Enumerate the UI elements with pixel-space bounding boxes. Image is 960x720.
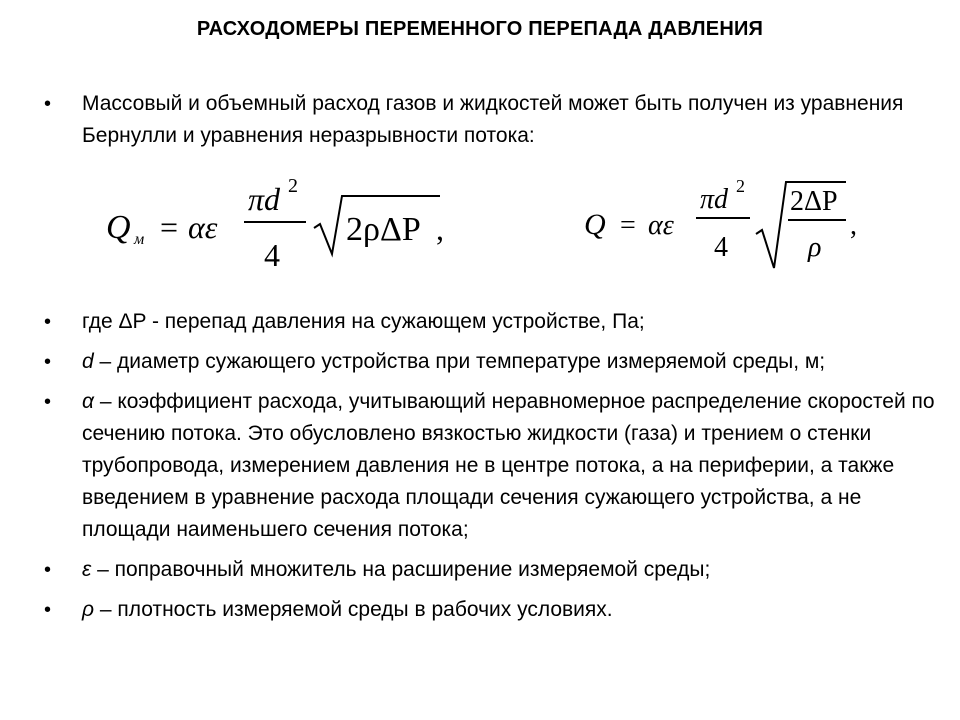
- definition-text: [82, 346, 944, 378]
- definition-symbol: α: [82, 390, 94, 413]
- formula-volume: [584, 176, 857, 268]
- definitions-list: [44, 306, 944, 634]
- definition-desc: – поправочный множитель на расширение измеряемой среды;: [91, 558, 711, 581]
- definition-text: [82, 554, 944, 586]
- formula-area: [100, 168, 880, 288]
- list-item: [44, 306, 944, 338]
- formula-volume-exponent: 2: [736, 176, 745, 196]
- formula-volume-denominator: 4: [714, 232, 728, 263]
- intro-paragraph: [44, 88, 924, 152]
- formula-volume-q: Q: [584, 208, 606, 241]
- formula-mass-exponent: 2: [288, 175, 298, 197]
- formula-mass-equals: =: [160, 209, 179, 245]
- formula-volume-coef: αε: [648, 210, 674, 241]
- formula-mass-comma: ,: [436, 211, 444, 247]
- definition-text: [82, 594, 944, 626]
- bullet-icon: •: [44, 599, 52, 621]
- bullet-icon: •: [44, 311, 52, 333]
- definition-desc: – плотность измеряемой среды в рабочих условиях.: [94, 598, 613, 621]
- formula-volume-root-numerator: 2ΔP: [790, 186, 838, 217]
- formula-volume-root-denominator: ρ: [808, 232, 822, 263]
- slide-title: РАСХОДОМЕРЫ ПЕРЕМЕННОГО ПЕРЕПАДА ДАВЛЕНИЯ: [196, 18, 764, 40]
- formula-mass-q: Q: [106, 209, 131, 246]
- bullet-icon: •: [44, 391, 52, 413]
- formula-mass-radicand: 2ρΔP: [346, 211, 421, 248]
- list-item: [44, 346, 944, 378]
- intro-text: Массовый и объемный расход газов и жидкостей может быть получен из уравнения Бернулли и уравнения неразрывности потока:: [82, 92, 904, 147]
- definition-text: [82, 306, 944, 338]
- bullet-icon: •: [44, 93, 52, 115]
- definition-symbol: d: [82, 350, 94, 373]
- definition-desc: – диаметр сужающего устройства при температуре измеряемой среды, м;: [93, 350, 826, 373]
- bullet-icon: •: [44, 351, 52, 373]
- formula-volume-equals: =: [620, 210, 636, 241]
- formula-mass-coef: αε: [188, 209, 218, 245]
- bullet-icon: •: [44, 559, 52, 581]
- list-item: [44, 554, 944, 586]
- list-item: [44, 594, 944, 626]
- formula-mass-denominator: 4: [264, 237, 280, 273]
- formulas-svg: [100, 168, 880, 288]
- formula-volume-comma: ,: [850, 210, 857, 241]
- formula-mass-numerator: πd: [248, 181, 281, 217]
- definition-desc: где ΔP - перепад давления на сужающем устройстве, Па;: [82, 310, 645, 333]
- formula-mass: [106, 175, 444, 273]
- definition-desc: – коэффициент расхода, учитывающий неравномерное распределение скоростей по сечению потока. Это обусловлено вязкостью жидкости (газа) и трением о стенки трубопровода, измерением давления не в центре потока, а на периферии, а также введением в уравнение расхода площади сечения сужающего устройства, а не площади наименьшего сечения потока;: [82, 390, 935, 541]
- definition-text: [82, 386, 944, 546]
- definition-symbol: ε: [82, 558, 92, 581]
- formula-mass-subscript: м: [134, 231, 145, 248]
- definition-symbol: ρ: [82, 598, 95, 621]
- list-item: [44, 386, 944, 546]
- formula-volume-numerator: πd: [700, 184, 729, 215]
